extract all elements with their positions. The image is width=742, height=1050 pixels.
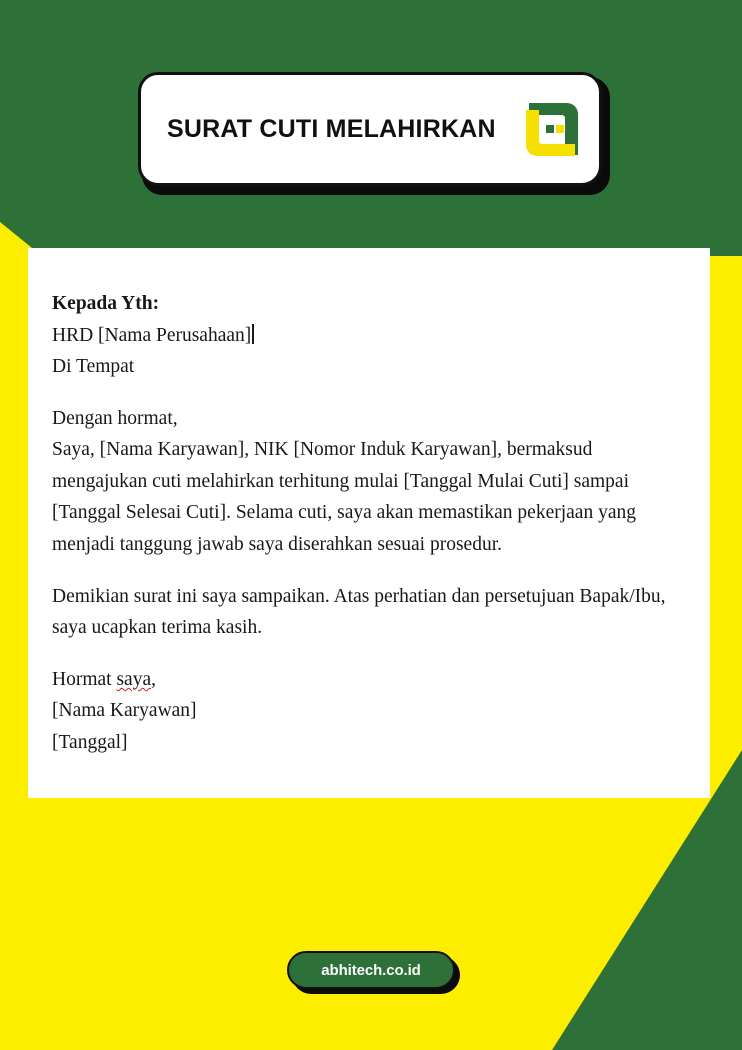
- footer-badge-surface[interactable]: [287, 951, 455, 989]
- recipient-block: [52, 288, 680, 383]
- header-card-surface: [138, 72, 602, 186]
- footer-area: [0, 948, 742, 992]
- page-title: SURAT CUTI MELAHIRKAN: [167, 114, 496, 143]
- sign-off-suffix: ,: [151, 668, 156, 690]
- sign-off-prefix: Hormat: [52, 668, 117, 690]
- main-body-paragraph: Saya, [Nama Karyawan], NIK [Nomor Induk Karyawan], bermaksud mengajukan cuti melahirkan terhitung mulai [Tanggal Mulai Cuti] sampai [Tanggal Selesai Cuti]. Selama cuti, saya akan memastikan pekerjaan yang menjadi tanggung jawab saya diserahkan sesuai prosedur.: [52, 439, 636, 556]
- closing-paragraph: Demikian surat ini saya sampaikan. Atas perhatian dan persetujuan Bapak/Ibu, saya ucapkan terima kasih.: [52, 585, 666, 639]
- sign-off-misspelled-word: saya: [116, 668, 152, 690]
- footer-badge[interactable]: [287, 951, 455, 989]
- salutation-label: Kepada Yth:: [52, 293, 160, 314]
- greeting-line: Dengan hormat,: [52, 407, 178, 429]
- recipient-place-line: Di Tempat: [52, 356, 135, 378]
- text-caret: [252, 324, 254, 344]
- letter-document-sheet: [28, 248, 710, 798]
- signer-name-line: [Nama Karyawan]: [52, 700, 197, 722]
- signer-date-line: [Tanggal]: [52, 731, 128, 753]
- header-title-card: [138, 72, 606, 190]
- letter-body: [52, 288, 680, 759]
- abhitech-logo-icon: [523, 100, 581, 158]
- signature-block: [52, 664, 680, 759]
- recipient-company-line: HRD [Nama Perusahaan]: [52, 324, 252, 346]
- footer-badge-label: abhitech.co.id: [321, 961, 421, 979]
- greeting-and-body-block: [52, 403, 680, 561]
